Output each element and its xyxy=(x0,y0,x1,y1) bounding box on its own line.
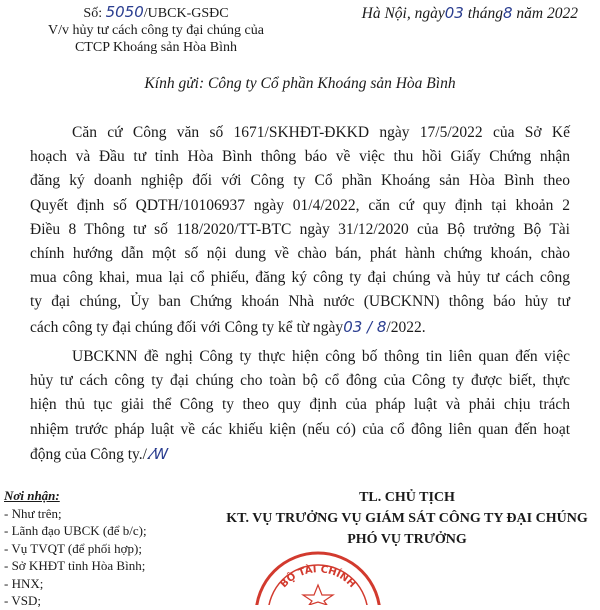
body-paragraph-1 xyxy=(30,121,570,340)
official-seal-icon xyxy=(253,545,383,605)
month-label: tháng xyxy=(467,5,503,22)
body-line-last xyxy=(0,315,570,340)
body-line-last xyxy=(0,442,570,467)
recipient-item: - Vụ TVQT (để phối hợp); xyxy=(4,540,142,556)
body-line-last-text: động của Công ty./. xyxy=(30,445,151,463)
body-line: Căn cứ Công văn số 1671/SKHĐT-ĐKKD ngày 17/5/2022 của Sở Kế xyxy=(72,124,570,141)
body-line-last-suffix: /2022. xyxy=(386,318,426,336)
recipient-item: - Sở KHĐT tỉnh Hòa Bình; xyxy=(4,558,146,573)
signature-line-1: TL. CHỦ TỊCH xyxy=(359,490,455,505)
recipients-block xyxy=(4,487,147,610)
signature-line-3: PHÓ VỤ TRƯỞNG xyxy=(347,532,467,547)
body-line: đăng ký doanh nghiệp đối với Công ty Cổ phần Khoáng sản Hòa Bình theo xyxy=(30,172,570,190)
subject-line-1: V/v hủy tư cách công ty đại chúng của xyxy=(48,23,264,38)
document-header-left xyxy=(46,4,266,56)
initials-handwritten: ⁄W xyxy=(150,444,169,463)
body-line: hiện thủ tục giải thể Công ty theo quy định của pháp luật và phải chịu trách xyxy=(30,396,570,414)
paragraph-2-text xyxy=(30,345,570,467)
stamp-text: BỘ TÀI CHÍNH xyxy=(278,564,358,591)
body-paragraph-2 xyxy=(30,345,570,467)
place-date xyxy=(362,4,578,23)
doc-number-suffix: /UBCK-GSĐC xyxy=(143,6,229,21)
recipient-item: - VSD; xyxy=(4,593,41,608)
year-text: năm 2022 xyxy=(516,5,578,22)
effective-date-handwritten: 03 / 8 xyxy=(343,317,387,336)
day-handwritten: 03 xyxy=(444,4,464,22)
salutation: Kính gửi: Công ty Cổ phần Khoáng sản Hòa Bình xyxy=(144,75,456,92)
body-line: Điều 8 Thông tư số 118/2020/TT-BTC ngày 31/12/2020 của Bộ trưởng Bộ Tài xyxy=(30,220,570,238)
body-line: UBCKNN đề nghị Công ty thực hiện công bố thông tin liên quan đến việc xyxy=(72,348,570,365)
body-line: ty đại chúng, Ủy ban Chứng khoán Nhà nước (UBCKNN) thông báo hủy tư xyxy=(30,293,570,311)
signature-block xyxy=(222,487,592,550)
place-date-prefix: Hà Nội, ngày xyxy=(361,5,445,22)
body-line: mua công khai, mua lại cổ phiếu, đăng ký công ty đại chúng và hủy tư cách công xyxy=(30,269,570,287)
document-number xyxy=(46,4,266,22)
body-line: hoạch và Đầu tư tỉnh Hòa Bình thông báo về việc thu hồi Giấy Chứng nhận xyxy=(30,148,570,166)
doc-number-prefix: Số: xyxy=(83,6,103,21)
body-line: chính hướng dẫn một số nội dung về chào bán, phát hành chứng khoán, chào xyxy=(30,245,570,263)
subject-line-2: CTCP Khoáng sản Hòa Bình xyxy=(74,40,238,55)
signature-line-2: KT. VỤ TRƯỞNG VỤ GIÁM SÁT CÔNG TY ĐẠI CHÚNG xyxy=(226,511,588,526)
recipients-list xyxy=(4,505,147,610)
body-line: nhiệm trước pháp luật về các khiếu kiện (nếu có) của cổ đông liên quan đến hoạt xyxy=(30,420,570,438)
recipients-title: Nơi nhận: xyxy=(4,488,60,503)
recipient-item: - Như trên; xyxy=(4,505,62,521)
recipient-item: - HNX; xyxy=(4,575,44,591)
doc-number-handwritten: 5050 xyxy=(105,3,144,21)
paragraph-1-text xyxy=(30,121,570,340)
body-line-last-prefix: cách công ty đại chúng đối với Công ty kể từ ngày xyxy=(30,318,344,336)
recipient-item: - Lãnh đạo UBCK (để b/c); xyxy=(4,523,147,538)
body-line: hủy tư cách công ty đại chúng cho toàn bộ cổ đông của Công ty được biết, thực xyxy=(30,372,570,390)
month-handwritten: 8 xyxy=(503,4,513,22)
body-line: Quyết định số QDTH/10106937 ngày 01/4/2022, căn cứ quy định tại khoản 2 xyxy=(30,196,570,214)
